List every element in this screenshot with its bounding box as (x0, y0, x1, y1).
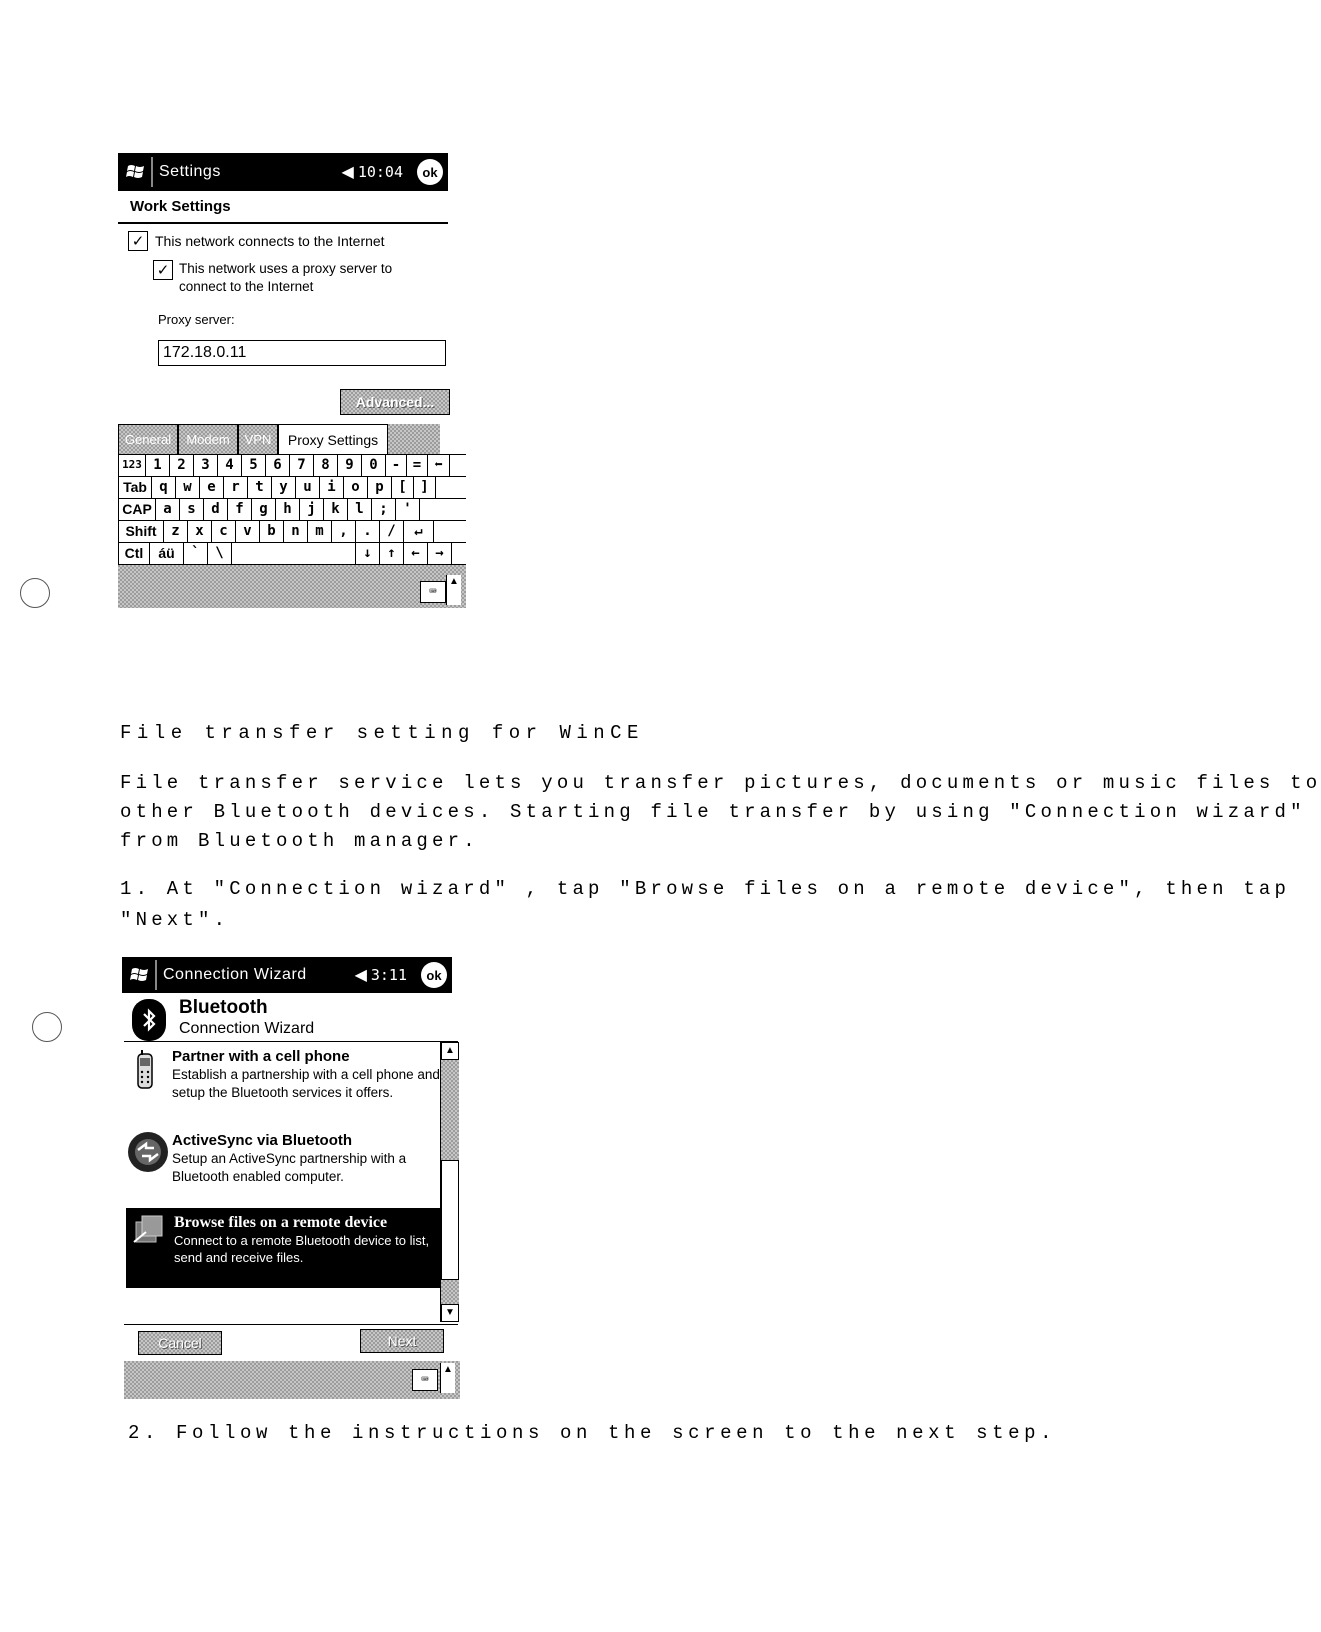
key-left[interactable]: ← (404, 543, 428, 564)
speaker-icon[interactable]: ◀ (354, 967, 367, 984)
keyboard-icon[interactable]: ⌨ (420, 581, 446, 603)
key[interactable]: z (164, 521, 188, 542)
settings-screenshot (118, 153, 466, 608)
item-description: Establish a partnership with a cell phone and setup the Bluetooth services it offers. (172, 1067, 440, 1100)
titlebar (118, 153, 448, 191)
key[interactable]: f (228, 499, 252, 520)
key-right[interactable]: → (428, 543, 452, 564)
backspace-key[interactable]: ⬅ (428, 455, 450, 476)
proxy-server-label: Proxy server: (158, 312, 235, 327)
cancel-button[interactable]: Cancel (138, 1331, 222, 1355)
section-heading: File transfer setting for WinCE (120, 722, 644, 744)
list-item-activesync[interactable] (124, 1130, 454, 1196)
tab-modem[interactable]: Modem (178, 424, 238, 454)
key[interactable]: / (380, 521, 404, 542)
key[interactable]: b (260, 521, 284, 542)
key[interactable]: y (272, 477, 296, 498)
list-item-browse-files-selected[interactable] (126, 1208, 452, 1288)
key[interactable]: ] (414, 477, 436, 498)
internet-checkbox[interactable]: ✓ (128, 231, 148, 251)
key[interactable]: 0 (362, 455, 386, 476)
internet-checkbox-label: This network connects to the Internet (155, 233, 385, 249)
menu-bar (124, 1361, 460, 1399)
key[interactable]: ' (396, 499, 420, 520)
keyboard-row-5 (118, 543, 466, 565)
wizard-options-list (124, 1041, 458, 1325)
step-2-line: 2. Follow the instructions on the screen to the next step. (128, 1422, 1057, 1444)
step-1-line: "Next". (120, 909, 230, 931)
keyboard-row-3 (118, 499, 466, 521)
key[interactable]: s (180, 499, 204, 520)
key[interactable]: \ (208, 543, 232, 564)
clock-time[interactable]: 10:04 (357, 163, 403, 181)
list-item-partner-phone[interactable] (124, 1046, 454, 1126)
key[interactable]: n (284, 521, 308, 542)
key-accents[interactable]: áü (150, 543, 184, 564)
key[interactable]: 2 (170, 455, 194, 476)
enter-key[interactable]: ↵ (404, 521, 434, 542)
proxy-checkbox-label-line1: This network uses a proxy server to (179, 261, 393, 276)
tab-overflow (388, 424, 440, 454)
item-title: Browse files on a remote device (174, 1214, 388, 1231)
key[interactable]: ; (372, 499, 396, 520)
vertical-scrollbar[interactable] (440, 1042, 459, 1322)
scroll-thumb[interactable] (441, 1160, 459, 1280)
wizard-subtitle: Connection Wizard (179, 1020, 315, 1037)
connection-wizard-screenshot (124, 966, 476, 1435)
key[interactable]: - (386, 455, 407, 476)
proxy-checkbox[interactable]: ✓ (153, 260, 173, 280)
next-button[interactable]: Next (360, 1329, 444, 1353)
titlebar-title: Settings (159, 163, 221, 180)
key-caps[interactable]: CAP (118, 499, 156, 520)
key[interactable]: l (348, 499, 372, 520)
binder-hole-middle (32, 1012, 62, 1042)
file-transfer-icon (130, 1212, 168, 1255)
keyboard-row-2 (118, 477, 466, 499)
key[interactable]: r (224, 477, 248, 498)
input-menu-arrow-icon[interactable]: ▲ (446, 575, 461, 605)
key[interactable]: d (204, 499, 228, 520)
header-divider (118, 222, 448, 224)
step-1-line: 1. At "Connection wizard" , tap "Browse files on a remote device", then tap (120, 878, 1291, 900)
key[interactable]: x (188, 521, 212, 542)
soft-keyboard (118, 454, 466, 565)
item-description: Connect to a remote Bluetooth device to list, send and receive files. (174, 1233, 430, 1265)
titlebar (122, 957, 452, 993)
key-up[interactable]: ↑ (380, 543, 404, 564)
cell-phone-icon (130, 1048, 160, 1097)
input-menu-arrow-icon[interactable]: ▲ (440, 1363, 455, 1393)
key-down[interactable]: ↓ (356, 543, 380, 564)
proxy-checkbox-label-line2: connect to the Internet (179, 279, 314, 294)
menu-bar (118, 565, 466, 608)
clock-time[interactable]: 3:11 (370, 966, 407, 984)
speaker-icon[interactable]: ◀ (341, 164, 354, 181)
tab-bar (118, 424, 466, 454)
paragraph-line: File transfer service lets you transfer pictures, documents or music files to (120, 772, 1321, 794)
key[interactable]: o (344, 477, 368, 498)
item-title: ActiveSync via Bluetooth (172, 1132, 353, 1149)
key[interactable]: . (356, 521, 380, 542)
key[interactable]: u (296, 477, 320, 498)
key[interactable]: 6 (266, 455, 290, 476)
key[interactable]: q (152, 477, 176, 498)
windows-start-icon[interactable] (125, 960, 157, 990)
activesync-icon (126, 1130, 170, 1179)
advanced-button[interactable]: Advanced... (340, 389, 450, 415)
keyboard-icon[interactable]: ⌨ (412, 1369, 438, 1391)
key[interactable]: [ (392, 477, 414, 498)
scroll-up-icon[interactable]: ▲ (441, 1042, 459, 1060)
bluetooth-icon (132, 999, 166, 1041)
key[interactable]: 5 (242, 455, 266, 476)
key[interactable]: 4 (218, 455, 242, 476)
key[interactable]: e (200, 477, 224, 498)
key[interactable]: k (324, 499, 348, 520)
ok-button[interactable]: ok (421, 962, 447, 988)
page-title: Work Settings (130, 198, 231, 215)
key[interactable]: j (300, 499, 324, 520)
key[interactable]: 9 (338, 455, 362, 476)
keyboard-row-4 (118, 521, 466, 543)
key[interactable]: 7 (290, 455, 314, 476)
key[interactable]: 3 (194, 455, 218, 476)
key[interactable]: h (276, 499, 300, 520)
key[interactable]: m (308, 521, 332, 542)
key[interactable]: p (368, 477, 392, 498)
key[interactable]: a (156, 499, 180, 520)
key[interactable]: v (236, 521, 260, 542)
key[interactable]: c (212, 521, 236, 542)
key[interactable]: g (252, 499, 276, 520)
paragraph-line: from Bluetooth manager. (120, 830, 479, 852)
key[interactable]: = (407, 455, 428, 476)
key-tab[interactable]: Tab (118, 477, 152, 498)
key[interactable]: 8 (314, 455, 338, 476)
key[interactable]: 1 (146, 455, 170, 476)
tab-general[interactable]: General (118, 424, 178, 454)
key-ctrl[interactable]: Ctl (118, 543, 150, 564)
tab-proxy-settings[interactable]: Proxy Settings (278, 424, 388, 454)
item-description: Setup an ActiveSync partnership with a Bluetooth enabled computer. (172, 1151, 407, 1184)
key-shift[interactable]: Shift (118, 521, 164, 542)
key[interactable]: t (248, 477, 272, 498)
item-title: Partner with a cell phone (172, 1048, 350, 1065)
windows-start-icon[interactable] (121, 157, 153, 187)
proxy-server-input[interactable]: 172.18.0.11 (158, 340, 446, 366)
keyboard-row-1 (118, 455, 466, 477)
paragraph-line: other Bluetooth devices. Starting file transfer by using "Connection wizard" (120, 801, 1306, 823)
titlebar-title: Connection Wizard (163, 966, 307, 983)
wizard-title: Bluetooth (179, 997, 268, 1018)
scroll-down-icon[interactable]: ▼ (441, 1304, 459, 1322)
key[interactable]: i (320, 477, 344, 498)
ok-button[interactable]: ok (417, 159, 443, 185)
spacebar[interactable] (232, 543, 356, 564)
key[interactable]: , (332, 521, 356, 542)
key[interactable]: w (176, 477, 200, 498)
tab-vpn[interactable]: VPN (238, 424, 278, 454)
binder-hole-top (20, 578, 50, 608)
key-123[interactable]: 123 (118, 455, 146, 476)
key[interactable]: ` (184, 543, 208, 564)
